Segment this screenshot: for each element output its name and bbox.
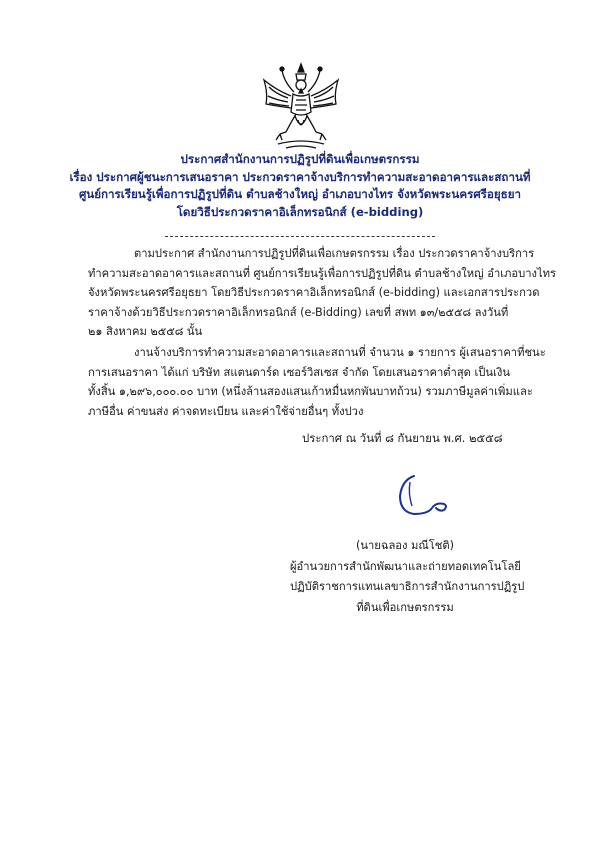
paragraph-line: ภาษีอื่น ค่าขนส่ง ค่าจดทะเบียน และค่าใช้จ่ายอื่นๆ ทั้งปวง bbox=[88, 404, 364, 418]
paragraph-line: ทำความสะอาดอาคารและสถานที่ ศูนย์การเรียนรู้เพื่อการปฏิรูปที่ดิน ตำบลช้างใหญ่ อำเภอบางไทร bbox=[88, 266, 557, 280]
announcement-date: ประกาศ ณ วันที่ ๘ กันยายน พ.ศ. ๒๕๕๘ bbox=[302, 431, 503, 445]
title-line: ประกาศสำนักงานการปฏิรูปที่ดินเพื่อเกษตรกรรม bbox=[180, 152, 420, 166]
paragraph-line: ราคาจ้างด้วยวิธีประกวดราคาอิเล็กทรอนิกส์ (e-Bidding) เลขที่ สพท ๑๓/๒๕๕๘ ลงวันที่ bbox=[88, 305, 509, 319]
handwritten-signature bbox=[392, 472, 452, 524]
dashed-separator bbox=[165, 236, 435, 237]
title-line: เรื่อง ประกาศผู้ชนะการเสนอราคา ประกวดราคาจ้างบริการทำความสะอาดอาคารและสถานที่ bbox=[69, 169, 531, 184]
signatory-name: (นายฉลอง มณีโชติ) bbox=[355, 539, 455, 552]
signatory-position: ที่ดินเพื่อเกษตรกรรม bbox=[356, 600, 454, 614]
signatory-position: ผู้อำนวยการสำนักพัฒนาและถ่ายทอดเทคโนโลยี bbox=[290, 559, 521, 573]
paragraph-line: ตามประกาศ สำนักงานการปฏิรูปที่ดินเพื่อเกษตรกรรม เรื่อง ประกวดราคาจ้างบริการ bbox=[134, 247, 535, 260]
paragraph-line: งานจ้างบริการทำความสะอาดอาคารและสถานที่ จำนวน ๑ รายการ ผู้เสนอราคาที่ชนะ bbox=[134, 346, 546, 359]
title-line: ศูนย์การเรียนรู้เพื่อการปฏิรูปที่ดิน ตำบลช้างใหญ่ อำเภอบางไทร จังหวัดพระนครศรีอยุธยา bbox=[78, 187, 522, 201]
announcement-title bbox=[60, 151, 540, 221]
signatory-position: ปฏิบัติราชการแทนเลขาธิการสำนักงานการปฏิรูป bbox=[290, 580, 525, 593]
title-line: โดยวิธีประกวดราคาอิเล็กทรอนิกส์ (e-bidding) bbox=[176, 204, 424, 219]
body-paragraph-1 bbox=[88, 244, 557, 342]
paragraph-line: ๒๑ สิงหาคม ๒๕๕๘ นั้น bbox=[88, 325, 203, 339]
paragraph-line: ทั้งสิ้น ๑,๒๙๖,๐๐๐.๐๐ บาท (หนึ่งล้านสองแสนเก้าหมื่นหกพันบาทถ้วน) รวมภาษีมูลค่าเพิ่มและ bbox=[88, 385, 533, 399]
body-paragraph-2 bbox=[88, 343, 546, 421]
garuda-emblem-icon bbox=[258, 60, 344, 152]
paragraph-line: การเสนอราคา ได้แก่ บริษัท สแตนดาร์ด เซอร์วิสเซส จำกัด โดยเสนอราคาต่ำสุด เป็นเงิน bbox=[88, 365, 510, 379]
signatory-block bbox=[290, 536, 525, 618]
paragraph-line: จังหวัดพระนครศรีอยุธยา โดยวิธีประกวดราคาอิเล็กทรอนิกส์ (e-bidding) และเอกสารประกวด bbox=[88, 286, 540, 300]
